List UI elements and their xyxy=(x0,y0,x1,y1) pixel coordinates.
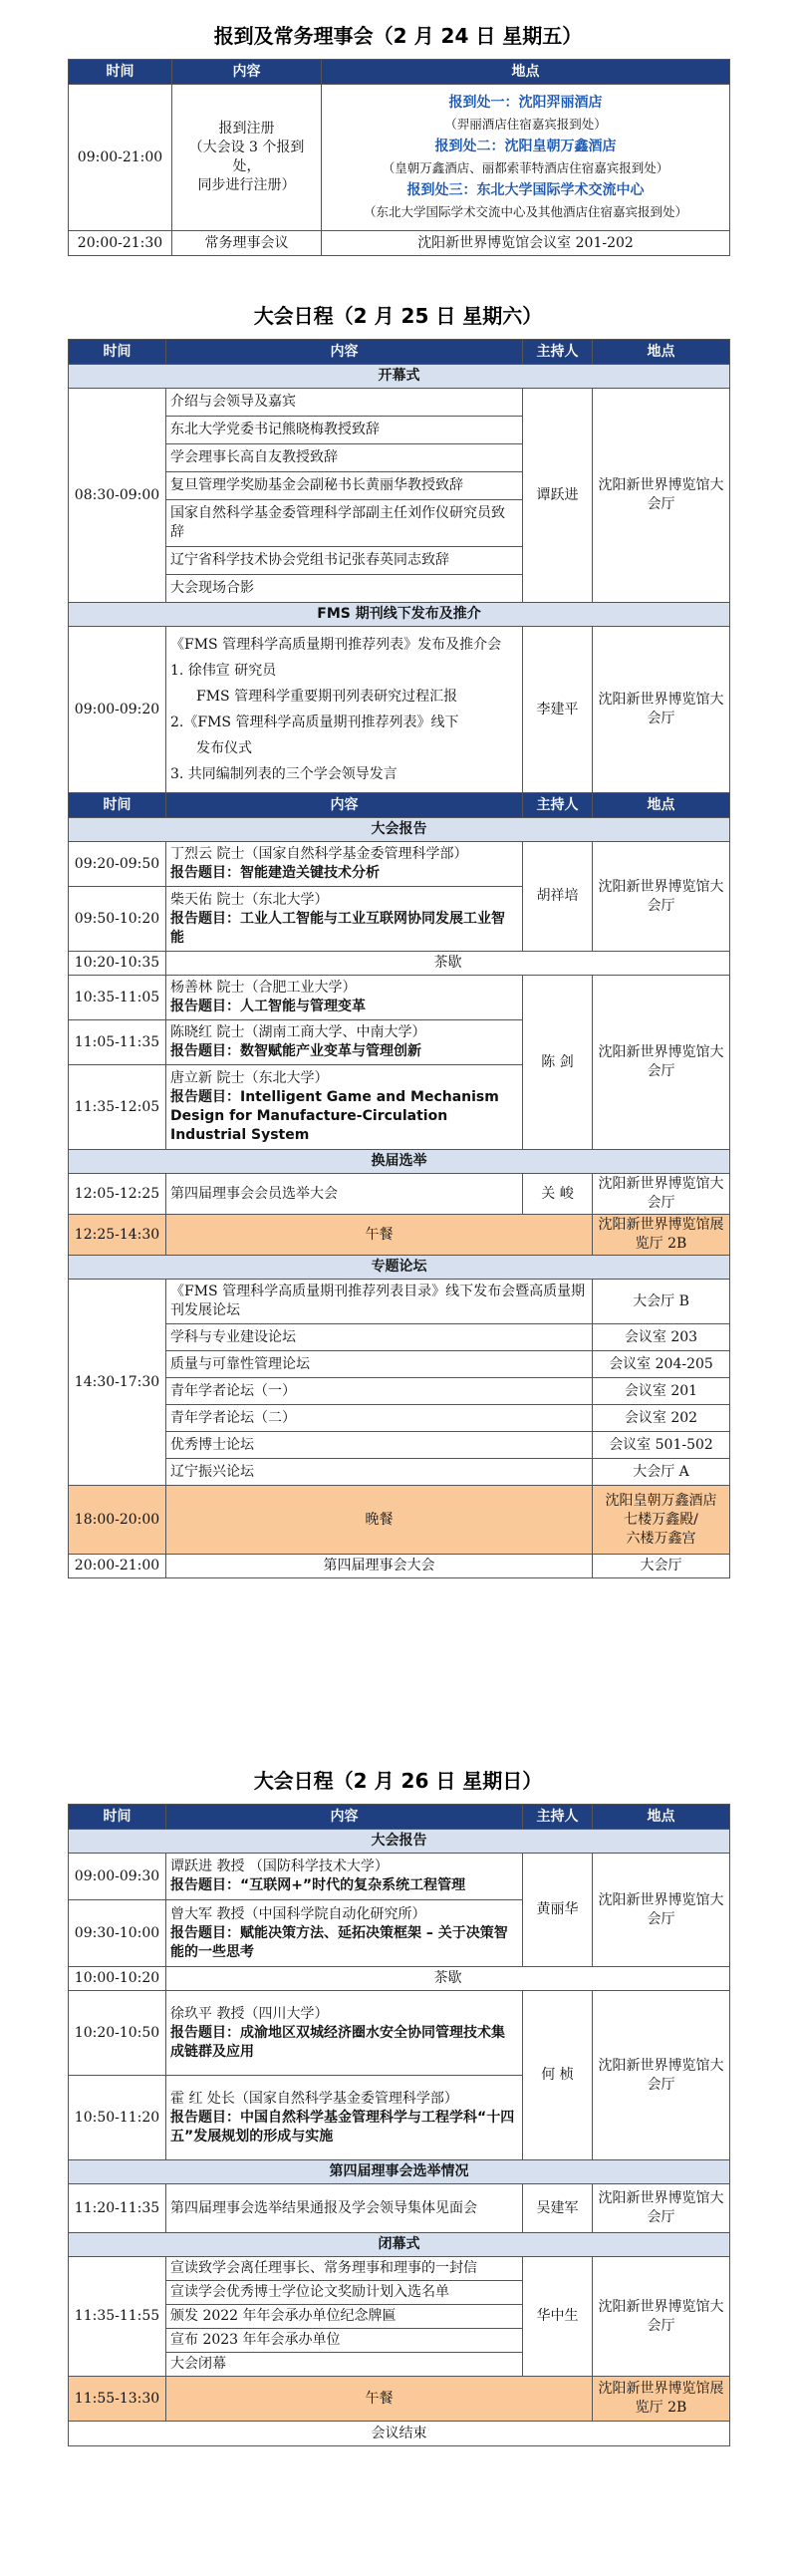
col-time: 时间 xyxy=(69,793,166,818)
registration-desk-3: 报到处三：东北大学国际学术交流中心 xyxy=(406,182,645,198)
lunch-row xyxy=(69,2377,730,2422)
lunch-location: 沈阳新世界博览馆展览厅 2B xyxy=(593,2377,730,2422)
lunch-time: 12:25-14:30 xyxy=(69,1215,166,1256)
table-header-row xyxy=(69,60,730,85)
report-row xyxy=(69,842,730,887)
table-header-row xyxy=(69,340,730,365)
results-content: 第四届理事会选举结果通报及学会领导集体见面会 xyxy=(166,2184,523,2233)
col-host: 主持人 xyxy=(523,793,593,818)
forum-room: 会议室 202 xyxy=(593,1405,730,1432)
col-host: 主持人 xyxy=(523,340,593,365)
election-row xyxy=(69,1174,730,1215)
tea-break-row xyxy=(69,952,730,976)
tea-time: 10:00-10:20 xyxy=(69,1967,166,1991)
lunch-row xyxy=(69,1215,730,1256)
forum-name: 青年学者论坛（一） xyxy=(166,1378,593,1405)
section-label: 开幕式 xyxy=(69,365,730,389)
forum-name: 优秀博士论坛 xyxy=(166,1432,593,1459)
agenda-row xyxy=(69,389,730,417)
fms-row xyxy=(69,627,730,793)
report-content xyxy=(166,1991,523,2076)
report-topic-label: 报告题目： xyxy=(170,1043,240,1059)
report-topic: 成渝地区双城经济圈水安全协同管理技术集成链群及应用 xyxy=(170,2024,505,2060)
report-location: 沈阳新世界博览馆大会厅 xyxy=(593,1991,730,2160)
report-speaker: 柴天佑 院士（东北大学） xyxy=(170,891,329,908)
dinner-time: 18:00-20:00 xyxy=(69,1486,166,1555)
election-host: 关 峻 xyxy=(523,1174,593,1215)
forum-room: 会议室 203 xyxy=(593,1324,730,1351)
fms-line: 发布仪式 xyxy=(196,740,252,756)
opening-item: 复旦管理学奖励基金会副秘书长黄丽华教授致辞 xyxy=(166,472,523,500)
col-location: 地点 xyxy=(322,60,730,85)
forum-room: 大会厅 A xyxy=(593,1459,730,1486)
forum-room: 会议室 204-205 xyxy=(593,1351,730,1378)
report-time: 09:30-10:00 xyxy=(69,1900,166,1967)
report-content xyxy=(166,1065,523,1150)
report-topic: “互联网+”时代的复杂系统工程管理 xyxy=(240,1877,466,1893)
day2-table xyxy=(68,339,730,1578)
section-label: FMS 期刊线下发布及推介 xyxy=(69,603,730,627)
col-content: 内容 xyxy=(166,340,523,365)
registration-desk-1: 报到处一：沈阳羿丽酒店 xyxy=(448,95,603,111)
day3-table xyxy=(68,1804,730,2446)
report-content xyxy=(166,2076,523,2160)
report-topic-label: 报告题目： xyxy=(170,999,240,1014)
col-location: 地点 xyxy=(593,340,730,365)
report-topic: 智能建造关键技术分析 xyxy=(240,865,380,881)
report-topic: 中国自然科学基金管理科学与工程学科“十四五”发展规划的形成与实施 xyxy=(170,2109,515,2145)
closing-time: 11:35-11:55 xyxy=(69,2257,166,2377)
report-topic-label: 报告题目： xyxy=(170,1877,240,1893)
report-content xyxy=(166,1900,523,1967)
council-location: 大会厅 xyxy=(593,1555,730,1578)
lunch-content: 午餐 xyxy=(166,1215,593,1256)
registration-locations xyxy=(322,85,730,231)
day2-title: 大会日程（2 月 25 日 星期六） xyxy=(253,304,543,328)
fms-line: 1. 徐伟宣 研究员 xyxy=(170,663,277,679)
registration-row xyxy=(69,85,730,231)
closing-row xyxy=(69,2257,730,2281)
results-time: 11:20-11:35 xyxy=(69,2184,166,2233)
report-host: 何 桢 xyxy=(523,1991,593,2160)
registration-desk-3-note: （东北大学国际学术交流中心及其他酒店住宿嘉宾报到处） xyxy=(363,204,687,219)
forum-row xyxy=(69,1378,730,1405)
election-content: 第四届理事会会员选举大会 xyxy=(166,1174,523,1215)
fms-time: 09:00-09:20 xyxy=(69,627,166,793)
forums-time: 14:30-17:30 xyxy=(69,1280,166,1486)
report-topic: 人工智能与管理变革 xyxy=(240,999,366,1014)
closing-item: 宣读致学会离任理事长、常务理事和理事的一封信 xyxy=(166,2257,523,2281)
report-row xyxy=(69,1991,730,2076)
fms-line: FMS 管理科学重要期刊列表研究过程汇报 xyxy=(196,689,458,705)
report-time: 10:20-10:50 xyxy=(69,1991,166,2076)
report-content xyxy=(166,976,523,1020)
section-fms xyxy=(69,603,730,627)
results-row xyxy=(69,2184,730,2233)
forum-row xyxy=(69,1351,730,1378)
forum-room: 大会厅 B xyxy=(593,1280,730,1324)
tea-time: 10:20-10:35 xyxy=(69,952,166,976)
forum-row xyxy=(69,1280,730,1324)
section-label: 第四届理事会选举情况 xyxy=(69,2160,730,2184)
results-host: 吴建军 xyxy=(523,2184,593,2233)
section-label: 大会报告 xyxy=(69,818,730,842)
report-row xyxy=(69,1854,730,1900)
report-speaker: 徐玖平 教授（四川大学） xyxy=(170,2005,329,2022)
report-host: 陈 剑 xyxy=(523,976,593,1150)
board-content: 常务理事会议 xyxy=(172,231,322,256)
council-content: 第四届理事会大会 xyxy=(166,1555,593,1578)
lunch-location: 沈阳新世界博览馆展览厅 2B xyxy=(593,1215,730,1256)
tea-content: 茶歇 xyxy=(166,1967,730,1991)
dinner-location-line: 六楼万鑫宫 xyxy=(626,1530,696,1547)
report-content xyxy=(166,887,523,952)
opening-item: 大会现场合影 xyxy=(166,575,523,603)
opening-item: 东北大学党委书记熊晓梅教授致辞 xyxy=(166,417,523,444)
section-label: 大会报告 xyxy=(69,1830,730,1854)
table-header-row xyxy=(69,793,730,818)
forum-row xyxy=(69,1432,730,1459)
report-topic: 赋能决策方法、延拓决策框架 – 关于决策智能的一些思考 xyxy=(170,1924,508,1960)
section-closing xyxy=(69,2233,730,2257)
tea-break-row xyxy=(69,1967,730,1991)
council-time: 20:00-21:00 xyxy=(69,1555,166,1578)
col-location: 地点 xyxy=(593,1805,730,1830)
forum-name: 学科与专业建设论坛 xyxy=(166,1324,593,1351)
report-location: 沈阳新世界博览馆大会厅 xyxy=(593,1854,730,1967)
election-location: 沈阳新世界博览馆大会厅 xyxy=(593,1174,730,1215)
report-topic-label: 报告题目： xyxy=(170,910,240,927)
report-time: 11:05-11:35 xyxy=(69,1020,166,1065)
col-time: 时间 xyxy=(69,60,172,85)
closing-item: 宣读学会优秀博士学位论文奖励计划入选名单 xyxy=(166,2281,523,2305)
tea-content: 茶歇 xyxy=(166,952,730,976)
report-location: 沈阳新世界博览馆大会厅 xyxy=(593,976,730,1150)
opening-host: 谭跃进 xyxy=(523,389,593,603)
report-speaker: 丁烈云 院士（国家自然科学基金委管理科学部） xyxy=(170,846,468,862)
dinner-location-line: 七楼万鑫殿/ xyxy=(624,1511,698,1528)
forum-room: 会议室 201 xyxy=(593,1378,730,1405)
registration-line: （大会设 3 个报到处， xyxy=(188,140,305,174)
opening-time: 08:30-09:00 xyxy=(69,389,166,603)
dinner-row xyxy=(69,1486,730,1555)
section-label: 专题论坛 xyxy=(69,1256,730,1280)
opening-location: 沈阳新世界博览馆大会厅 xyxy=(593,389,730,603)
opening-item: 介绍与会领导及嘉宾 xyxy=(166,389,523,417)
section-forums xyxy=(69,1256,730,1280)
report-time: 10:50-11:20 xyxy=(69,2076,166,2160)
report-time: 11:35-12:05 xyxy=(69,1065,166,1150)
fms-content xyxy=(166,627,523,793)
report-content xyxy=(166,842,523,887)
closing-item: 大会闭幕 xyxy=(166,2353,523,2377)
section-reports xyxy=(69,818,730,842)
opening-item: 国家自然科学基金委管理科学部副主任刘作仪研究员致辞 xyxy=(166,500,523,547)
col-content: 内容 xyxy=(166,1805,523,1830)
closing-item: 宣布 2023 年年会承办单位 xyxy=(166,2329,523,2353)
closing-item: 颁发 2022 年年会承办单位纪念牌匾 xyxy=(166,2305,523,2329)
forum-row xyxy=(69,1405,730,1432)
end-row xyxy=(69,2422,730,2446)
registration-desk-2-note: （皇朝万鑫酒店、丽都索菲特酒店住宿嘉宾报到处） xyxy=(382,160,669,175)
registration-content xyxy=(172,85,322,231)
report-host: 胡祥培 xyxy=(523,842,593,952)
section-label: 闭幕式 xyxy=(69,2233,730,2257)
report-topic-label: 报告题目： xyxy=(170,1924,240,1941)
dinner-location-line: 沈阳皇朝万鑫酒店 xyxy=(605,1492,717,1509)
day1-title: 报到及常务理事会（2 月 24 日 星期五） xyxy=(213,24,583,48)
report-content xyxy=(166,1854,523,1900)
opening-item: 学会理事长高自友教授致辞 xyxy=(166,444,523,472)
report-location: 沈阳新世界博览馆大会厅 xyxy=(593,842,730,952)
section-election xyxy=(69,1150,730,1174)
section-results xyxy=(69,2160,730,2184)
section-reports xyxy=(69,1830,730,1854)
closing-location: 沈阳新世界博览馆大会厅 xyxy=(593,2257,730,2377)
board-time: 20:00-21:30 xyxy=(69,231,172,256)
forum-name: 《FMS 管理科学高质量期刊推荐列表目录》线下发布会暨高质量期刊发展论坛 xyxy=(166,1280,593,1324)
lunch-content: 午餐 xyxy=(166,2377,593,2422)
report-topic: 工业人工智能与工业互联网协同发展工业智能 xyxy=(170,910,505,946)
board-meeting-row xyxy=(69,231,730,256)
report-host: 黄丽华 xyxy=(523,1854,593,1967)
report-time: 09:50-10:20 xyxy=(69,887,166,952)
table-header-row xyxy=(69,1805,730,1830)
fms-line: 2.《FMS 管理科学高质量期刊推荐列表》线下 xyxy=(170,715,459,730)
registration-time: 09:00-21:00 xyxy=(69,85,172,231)
report-topic-label: 报告题目： xyxy=(170,2024,240,2041)
report-speaker: 霍 红 处长（国家自然科学基金委管理科学部） xyxy=(170,2090,458,2107)
dinner-location xyxy=(593,1486,730,1555)
report-topic: 数智赋能产业变革与管理创新 xyxy=(240,1043,421,1059)
registration-desk-1-note: （羿丽酒店住宿嘉宾报到处） xyxy=(444,117,607,132)
col-host: 主持人 xyxy=(523,1805,593,1830)
forum-name: 辽宁振兴论坛 xyxy=(166,1459,593,1486)
registration-line: 报到注册 xyxy=(218,121,275,137)
report-speaker: 陈晓红 院士（湖南工商大学、中南大学） xyxy=(170,1024,426,1040)
report-topic-label: 报告题目： xyxy=(170,1089,240,1105)
fms-host: 李建平 xyxy=(523,627,593,793)
forum-name: 青年学者论坛（二） xyxy=(166,1405,593,1432)
forum-row xyxy=(69,1324,730,1351)
election-time: 12:05-12:25 xyxy=(69,1174,166,1215)
report-row xyxy=(69,976,730,1020)
board-location: 沈阳新世界博览馆会议室 201-202 xyxy=(322,231,730,256)
opening-item: 辽宁省科学技术协会党组书记张春英同志致辞 xyxy=(166,547,523,575)
fms-location: 沈阳新世界博览馆大会厅 xyxy=(593,627,730,793)
section-opening xyxy=(69,365,730,389)
report-speaker: 谭跃进 教授 （国防科学技术大学） xyxy=(170,1859,389,1874)
registration-desk-2: 报到处二：沈阳皇朝万鑫酒店 xyxy=(434,139,617,154)
registration-line: 同步进行注册） xyxy=(197,177,296,193)
forum-row xyxy=(69,1459,730,1486)
report-time: 09:20-09:50 xyxy=(69,842,166,887)
report-topic-label: 报告题目： xyxy=(170,865,240,881)
forum-room: 会议室 501-502 xyxy=(593,1432,730,1459)
fms-line: 3. 共同编制列表的三个学会领导发言 xyxy=(170,766,398,782)
day3-title: 大会日程（2 月 26 日 星期日） xyxy=(253,1769,543,1793)
col-location: 地点 xyxy=(593,793,730,818)
report-content xyxy=(166,1020,523,1065)
report-time: 10:35-11:05 xyxy=(69,976,166,1020)
section-label: 换届选举 xyxy=(69,1150,730,1174)
results-location: 沈阳新世界博览馆大会厅 xyxy=(593,2184,730,2233)
meeting-end: 会议结束 xyxy=(69,2422,730,2446)
dinner-content: 晚餐 xyxy=(166,1486,593,1555)
report-topic: Intelligent Game and Mechanism Design for Manufacture-Circulation Industrial System xyxy=(170,1089,499,1143)
report-topic-label: 报告题目： xyxy=(170,2109,240,2126)
council-row xyxy=(69,1555,730,1578)
report-speaker: 杨善林 院士（合肥工业大学） xyxy=(170,980,357,996)
lunch-time: 11:55-13:30 xyxy=(69,2377,166,2422)
report-time: 09:00-09:30 xyxy=(69,1854,166,1900)
col-content: 内容 xyxy=(166,793,523,818)
closing-host: 华中生 xyxy=(523,2257,593,2377)
col-time: 时间 xyxy=(69,1805,166,1830)
day1-table xyxy=(68,59,730,256)
report-speaker: 曾大军 教授（中国科学院自动化研究所） xyxy=(170,1905,426,1922)
col-time: 时间 xyxy=(69,340,166,365)
forum-name: 质量与可靠性管理论坛 xyxy=(166,1351,593,1378)
report-speaker: 唐立新 院士（东北大学） xyxy=(170,1070,329,1086)
fms-line: 《FMS 管理科学高质量期刊推荐列表》发布及推介会 xyxy=(170,637,502,653)
col-content: 内容 xyxy=(172,60,322,85)
